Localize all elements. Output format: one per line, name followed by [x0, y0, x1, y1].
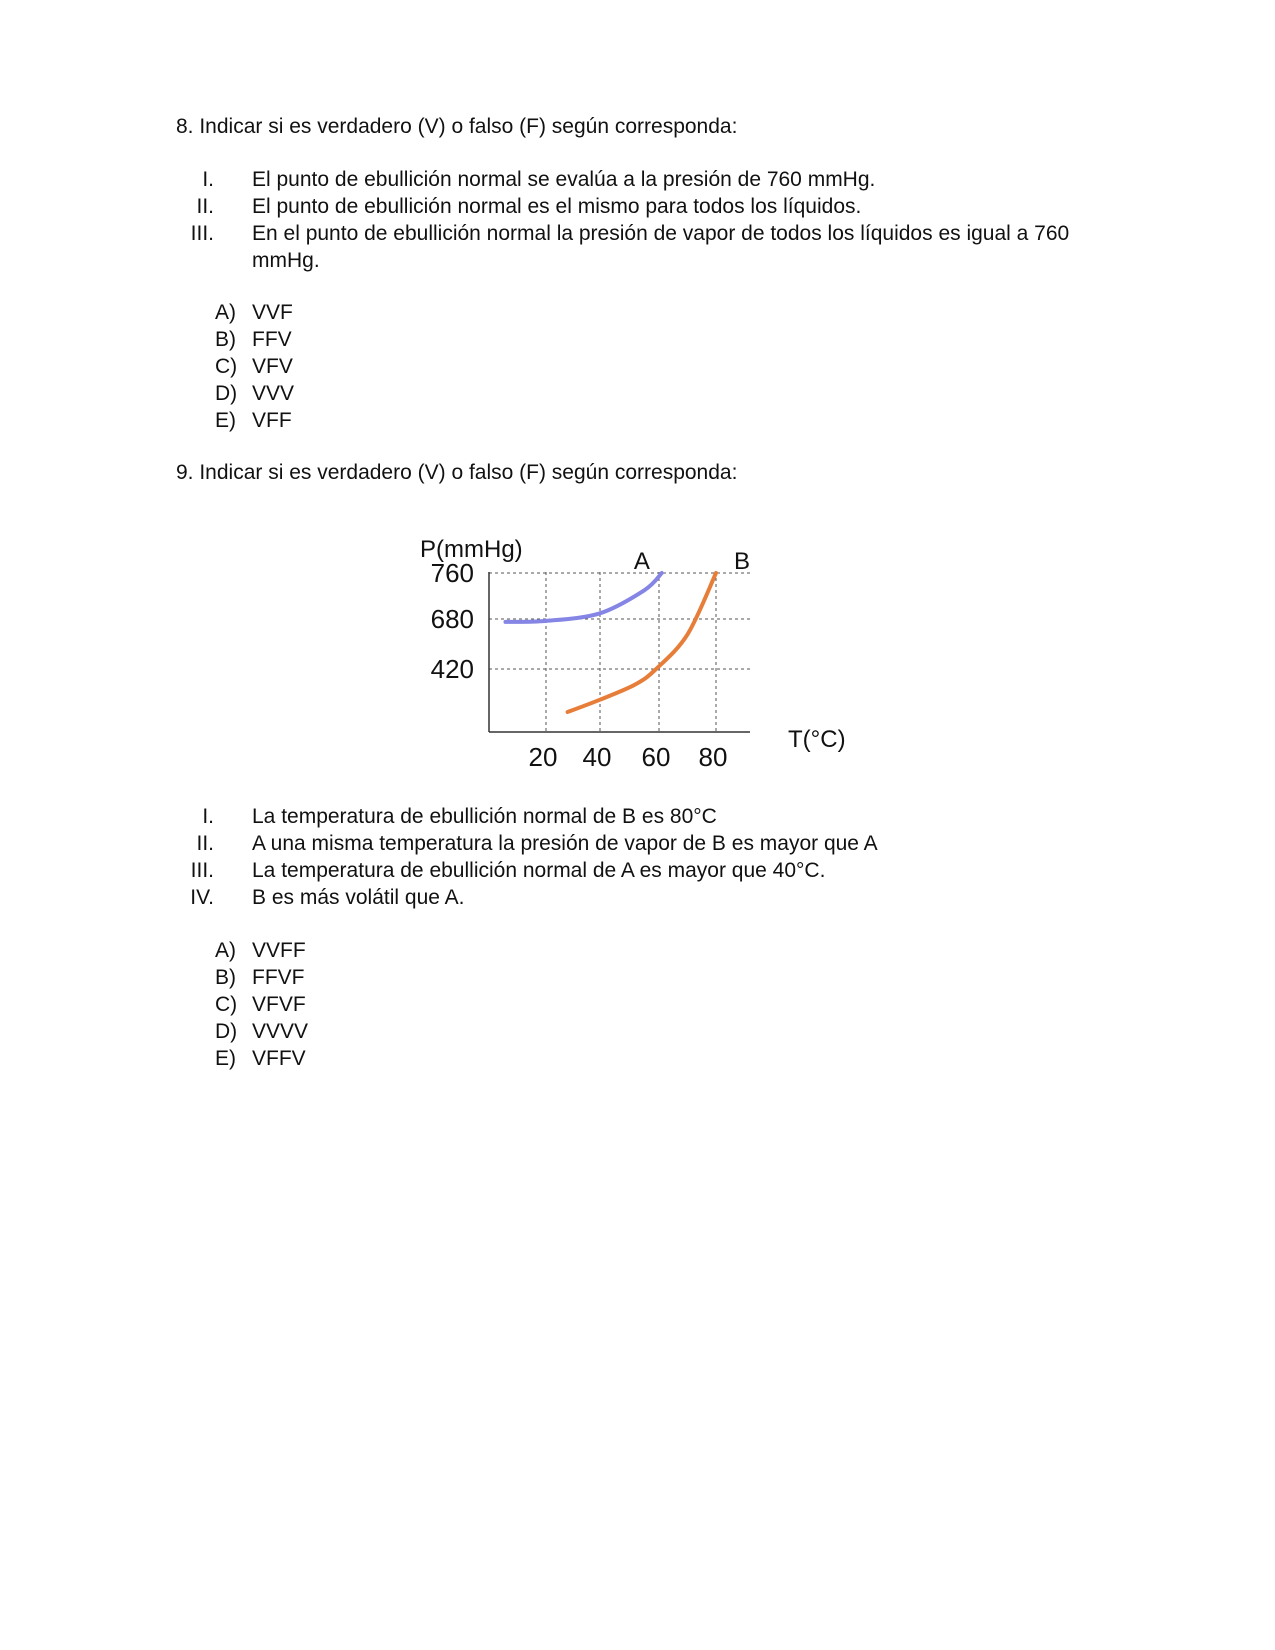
q9-statement-2-text: A una misma temperatura la presión de vapor de B es mayor que A [252, 832, 878, 855]
q9-option-c-letter: C) [215, 993, 238, 1016]
q8-statement-1-text: El punto de ebullición normal se evalúa a la presión de 760 mmHg. [252, 168, 876, 191]
q8-statement-3-continuation: mmHg. [252, 249, 320, 272]
q9-option-a-text: VVFF [252, 939, 306, 962]
q8-option-d-text: VVV [252, 382, 295, 405]
chart-grid [489, 572, 750, 732]
q8-option-e-text: VFF [252, 409, 292, 432]
y-tick-label-760: 760 [430, 558, 474, 588]
q9-statement-1-number: I. [202, 805, 214, 828]
q9-statement-1-text: La temperatura de ebullición normal de B es 80°C [252, 805, 717, 828]
chart-labels [420, 536, 846, 772]
q9-option-d-text: VVVV [252, 1020, 309, 1043]
q8-option-e-letter: E) [215, 409, 236, 432]
q9-option-c-text: VFVF [252, 993, 306, 1016]
q9-statement-4-number: IV. [190, 886, 214, 909]
q8-option-d-letter: D) [215, 382, 238, 405]
q8-option-a-letter: A) [215, 301, 236, 324]
q8-option-a-text: VVF [252, 301, 293, 324]
x-tick-label-60: 60 [641, 742, 671, 772]
y-tick-label-680: 680 [430, 604, 474, 634]
vapor-pressure-chart [420, 530, 900, 820]
q8-option-b-letter: B) [215, 328, 236, 351]
series-a-curve [506, 573, 662, 622]
x-axis-label: T(°C) [788, 726, 846, 753]
q9-statement-3-text: La temperatura de ebullición normal de A es mayor que 40°C. [252, 859, 826, 882]
q8-option-c-letter: C) [215, 355, 238, 378]
question-8-prompt: 8. Indicar si es verdadero (V) o falso (F) según corresponda: [176, 115, 738, 138]
y-tick-label-420: 420 [430, 654, 474, 684]
x-tick-label-40: 40 [582, 742, 612, 772]
q8-statement-2-text: El punto de ebullición normal es el mismo para todos los líquidos. [252, 195, 862, 218]
q9-statement-4-text: B es más volátil que A. [252, 886, 465, 909]
q9-option-d-letter: D) [215, 1020, 238, 1043]
q9-option-e-text: VFFV [252, 1047, 306, 1070]
q9-option-b-letter: B) [215, 966, 236, 989]
q9-statement-3-number: III. [190, 859, 214, 882]
q8-option-c-text: VFV [252, 355, 293, 378]
x-tick-label-80: 80 [698, 742, 728, 772]
q8-option-b-text: FFV [252, 328, 292, 351]
q8-statement-2-number: II. [196, 195, 214, 218]
q8-statement-3-text: En el punto de ebullición normal la presión de vapor de todos los líquidos es igual a 760 [252, 222, 1070, 245]
x-tick-label-20: 20 [528, 742, 558, 772]
q8-statement-1-number: I. [202, 168, 214, 191]
q8-statement-3-number: III. [190, 222, 214, 245]
q9-option-e-letter: E) [215, 1047, 236, 1070]
question-9-prompt: 9. Indicar si es verdadero (V) o falso (F) según corresponda: [176, 461, 738, 484]
q9-statement-2-number: II. [196, 832, 214, 855]
y-axis-label: P(mmHg) [420, 535, 523, 563]
q9-option-a-letter: A) [215, 939, 236, 962]
chart-series [506, 573, 717, 712]
series-a-label: A [633, 548, 650, 575]
series-b-label: B [734, 548, 751, 575]
q9-option-b-text: FFVF [252, 966, 305, 989]
